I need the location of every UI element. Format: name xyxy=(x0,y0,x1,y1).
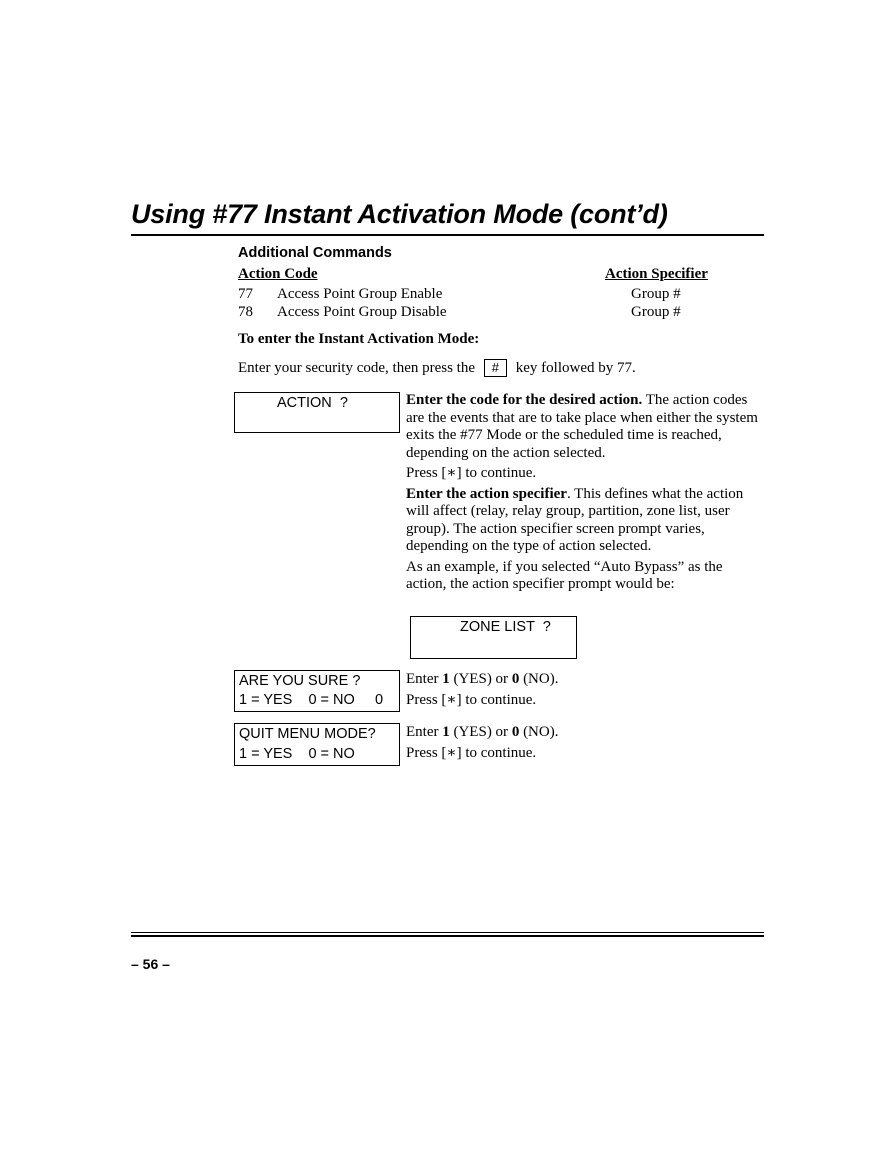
action-code-column-header: Action Code xyxy=(238,266,318,282)
action-instruction-bold: Enter the code for the desired action. xyxy=(406,392,643,408)
specifier-paragraph xyxy=(406,486,758,556)
page-number: – 56 – xyxy=(131,956,170,972)
command-description: Access Point Group Enable xyxy=(277,286,443,302)
command-specifier: Group # xyxy=(631,304,681,320)
press-continue-text: Press [∗] to continue. xyxy=(406,744,537,761)
page-title: Using #77 Instant Activation Mode (cont’d) xyxy=(131,199,668,229)
are-you-sure-description xyxy=(406,671,758,712)
example-text: As an example, if you selected “Auto Bypass” as the action, the action specifier prompt would be: xyxy=(406,558,723,592)
instant-mode-intro xyxy=(238,358,636,378)
quit-menu-prompt: QUIT MENU MODE? xyxy=(239,726,376,742)
press-continue-text: Press [∗] to continue. xyxy=(406,465,537,481)
no-digit: 0 xyxy=(511,724,520,740)
no-label: (NO). xyxy=(519,671,559,687)
additional-commands-heading: Additional Commands xyxy=(238,245,392,261)
zone-list-screen xyxy=(410,616,577,659)
command-description: Access Point Group Disable xyxy=(277,304,447,320)
yes-label: (YES) or xyxy=(449,724,512,740)
enter-prefix: Enter xyxy=(406,671,443,687)
intro-text-before: Enter your security code, then press the xyxy=(238,360,476,376)
action-screen-prompt: ACTION ? xyxy=(277,395,348,411)
are-you-sure-options: 1 = YES 0 = NO 0 xyxy=(239,692,384,708)
zone-list-screen-prompt: ZONE LIST ? xyxy=(460,619,551,635)
quit-menu-description xyxy=(406,724,758,765)
action-paragraph xyxy=(406,392,758,462)
yes-digit: 1 xyxy=(442,671,450,687)
pound-key-icon: # xyxy=(484,359,507,377)
command-specifier: Group # xyxy=(631,286,681,302)
action-description xyxy=(406,392,758,597)
no-digit: 0 xyxy=(511,671,520,687)
action-specifier-column-header: Action Specifier xyxy=(605,266,708,282)
no-label: (NO). xyxy=(519,724,559,740)
action-screen xyxy=(234,392,400,433)
footer-divider xyxy=(131,935,764,937)
command-code: 77 xyxy=(238,286,253,302)
are-you-sure-screen xyxy=(234,670,400,712)
quit-menu-screen xyxy=(234,723,400,766)
are-you-sure-prompt: ARE YOU SURE ? xyxy=(239,673,361,689)
quit-menu-options: 1 = YES 0 = NO xyxy=(239,746,355,762)
enter-prefix: Enter xyxy=(406,724,443,740)
title-divider xyxy=(131,234,764,236)
footer-divider xyxy=(131,932,764,933)
instant-mode-heading: To enter the Instant Activation Mode: xyxy=(238,331,480,347)
yes-digit: 1 xyxy=(442,724,450,740)
command-code: 78 xyxy=(238,304,253,320)
enter-yes-no-text xyxy=(406,671,758,689)
specifier-instruction-bold: Enter the action specifier xyxy=(406,485,567,502)
enter-yes-no-text xyxy=(406,724,758,742)
intro-text-after: key followed by 77. xyxy=(515,360,636,376)
action-instruction-text: The action codes are the events that are to take place when either the system exits the #77 Mode or the scheduled time is reached, depending on the action selected. xyxy=(406,392,758,461)
press-continue-text: Press [∗] to continue. xyxy=(406,691,537,708)
yes-label: (YES) or xyxy=(449,671,512,687)
specifier-instruction-text: . This defines what the action will affect (relay, relay group, partition, zone list, user group). The action specifier screen prompt varies, depending on the type of action selected. xyxy=(406,485,744,554)
